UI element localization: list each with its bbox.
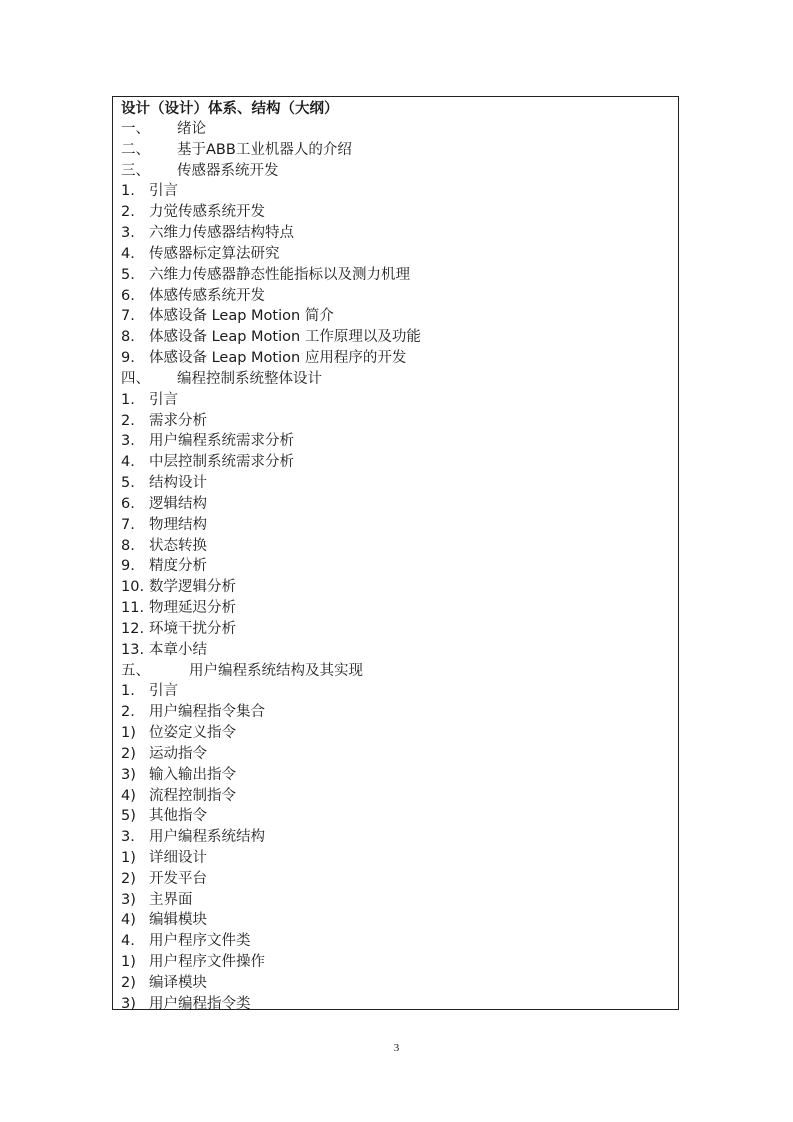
page-number: 3 xyxy=(393,1042,400,1054)
outline-item xyxy=(121,556,421,577)
item-text: 物理结构 xyxy=(149,516,207,533)
item-text: 物理延迟分析 xyxy=(149,600,236,617)
item-text: 开发平台 xyxy=(149,870,207,887)
outline-item xyxy=(121,390,421,411)
outline-item xyxy=(121,786,421,807)
outline-item xyxy=(121,577,421,598)
outline-item xyxy=(121,931,421,952)
item-number: 5) xyxy=(121,808,136,825)
outline-item xyxy=(121,348,421,369)
outline-item xyxy=(121,702,421,723)
item-text: 基于ABB工业机器人的介绍 xyxy=(177,141,352,158)
item-number: 10. xyxy=(121,579,145,596)
outline-item xyxy=(121,473,421,494)
outline-item xyxy=(121,744,421,765)
outline-item xyxy=(121,286,421,307)
outline-item xyxy=(121,119,421,140)
item-number: 1. xyxy=(121,183,135,200)
item-number: 8. xyxy=(121,537,135,554)
item-text: 用户编程系统结构 xyxy=(149,829,265,846)
item-text: 数学逻辑分析 xyxy=(149,579,236,596)
outline-item xyxy=(121,431,421,452)
outline-item xyxy=(121,369,421,390)
outline-item xyxy=(121,869,421,890)
item-text: 逻辑结构 xyxy=(149,495,207,512)
item-text: 其他指令 xyxy=(149,808,207,825)
outline-item xyxy=(121,910,421,931)
item-number: 2. xyxy=(121,704,135,721)
item-number: 13. xyxy=(121,641,145,658)
outline-item xyxy=(121,411,421,432)
outline-item xyxy=(121,265,421,286)
outline-table xyxy=(112,96,679,1010)
item-text: 传感器标定算法研究 xyxy=(149,245,280,262)
outline-item xyxy=(121,140,421,161)
item-number: 9. xyxy=(121,350,135,367)
item-text: 流程控制指令 xyxy=(149,787,236,804)
item-text: 详细设计 xyxy=(149,849,207,866)
item-number: 3. xyxy=(121,225,135,242)
item-number: 二、 xyxy=(121,141,150,158)
outline-list xyxy=(121,119,421,1015)
outline-item xyxy=(121,890,421,911)
outline-item xyxy=(121,327,421,348)
item-number: 2) xyxy=(121,974,136,991)
item-text: 环境干扰分析 xyxy=(149,620,236,637)
item-text: 中层控制系统需求分析 xyxy=(149,454,294,471)
item-text: 用户编程系统结构及其实现 xyxy=(189,662,363,679)
item-text: 力觉传感系统开发 xyxy=(149,204,265,221)
item-number: 3) xyxy=(121,891,136,908)
outline-item xyxy=(121,952,421,973)
item-text: 运动指令 xyxy=(149,745,207,762)
outline-item xyxy=(121,202,421,223)
item-text: 引言 xyxy=(149,391,178,408)
outline-item xyxy=(121,827,421,848)
item-number: 11. xyxy=(121,600,145,617)
item-number: 4. xyxy=(121,933,135,950)
item-text: 精度分析 xyxy=(149,558,207,575)
item-number: 6. xyxy=(121,495,135,512)
outline-item xyxy=(121,765,421,786)
item-number: 5. xyxy=(121,266,135,283)
outline-item xyxy=(121,640,421,661)
item-number: 3) xyxy=(121,995,136,1012)
item-text: 引言 xyxy=(149,683,178,700)
item-number: 7. xyxy=(121,516,135,533)
outline-item xyxy=(121,619,421,640)
item-number: 4. xyxy=(121,245,135,262)
item-number: 1. xyxy=(121,683,135,700)
item-number: 三、 xyxy=(121,162,150,179)
outline-item xyxy=(121,306,421,327)
item-number: 6. xyxy=(121,287,135,304)
outline-item xyxy=(121,973,421,994)
item-text: 输入输出指令 xyxy=(149,766,236,783)
item-number: 五、 xyxy=(121,662,150,679)
outline-item xyxy=(121,244,421,265)
item-text: 六维力传感器静态性能指标以及测力机理 xyxy=(149,266,410,283)
item-number: 3. xyxy=(121,829,135,846)
outline-item xyxy=(121,661,421,682)
item-text: 用户程序文件操作 xyxy=(149,954,265,971)
item-text: 用户程序文件类 xyxy=(149,933,251,950)
outline-item xyxy=(121,161,421,182)
outline-item xyxy=(121,223,421,244)
item-text: 绪论 xyxy=(177,121,206,137)
item-number: 7. xyxy=(121,308,135,325)
item-number: 4) xyxy=(121,912,136,929)
outline-item xyxy=(121,848,421,869)
item-number: 四、 xyxy=(121,370,150,387)
item-text: 传感器系统开发 xyxy=(177,162,279,179)
item-number: 1) xyxy=(121,725,136,742)
item-number: 3) xyxy=(121,766,136,783)
outline-item xyxy=(121,452,421,473)
outline-item xyxy=(121,536,421,557)
item-text: 位姿定义指令 xyxy=(149,725,236,742)
outline-item xyxy=(121,181,421,202)
item-number: 4. xyxy=(121,454,135,471)
outline-item xyxy=(121,494,421,515)
item-number: 5. xyxy=(121,475,135,492)
item-text: 体感传感系统开发 xyxy=(149,287,265,304)
item-text: 体感设备 Leap Motion 应用程序的开发 xyxy=(149,350,407,367)
outline-item xyxy=(121,806,421,827)
item-number: 1. xyxy=(121,391,135,408)
item-number: 8. xyxy=(121,329,135,346)
item-text: 用户编程指令类 xyxy=(149,995,251,1012)
item-number: 9. xyxy=(121,558,135,575)
item-number: 2) xyxy=(121,745,136,762)
item-text: 编程控制系统整体设计 xyxy=(177,370,322,387)
outline-item xyxy=(121,994,421,1015)
outline-item xyxy=(121,681,421,702)
item-number: 2) xyxy=(121,870,136,887)
item-number: 一、 xyxy=(121,121,150,137)
item-text: 体感设备 Leap Motion 工作原理以及功能 xyxy=(149,329,421,346)
item-text: 本章小结 xyxy=(149,641,207,658)
item-text: 状态转换 xyxy=(149,537,207,554)
item-text: 体感设备 Leap Motion 简介 xyxy=(149,308,334,325)
item-number: 1) xyxy=(121,849,136,866)
item-number: 4) xyxy=(121,787,136,804)
outline-item xyxy=(121,723,421,744)
item-text: 用户编程系统需求分析 xyxy=(149,433,294,450)
outline-title: 设计（设计）体系、结构（大纲） xyxy=(121,101,339,117)
item-number: 3. xyxy=(121,433,135,450)
item-number: 2. xyxy=(121,412,135,429)
item-number: 12. xyxy=(121,620,145,637)
item-text: 六维力传感器结构特点 xyxy=(149,225,294,242)
item-text: 需求分析 xyxy=(149,412,207,429)
item-text: 用户编程指令集合 xyxy=(149,704,265,721)
outline-item xyxy=(121,515,421,536)
item-number: 1) xyxy=(121,954,136,971)
item-text: 编译模块 xyxy=(149,974,207,991)
item-text: 主界面 xyxy=(149,891,193,908)
item-text: 引言 xyxy=(149,183,178,200)
outline-item xyxy=(121,598,421,619)
item-number: 2. xyxy=(121,204,135,221)
item-text: 编辑模块 xyxy=(149,912,207,929)
item-text: 结构设计 xyxy=(149,475,207,492)
